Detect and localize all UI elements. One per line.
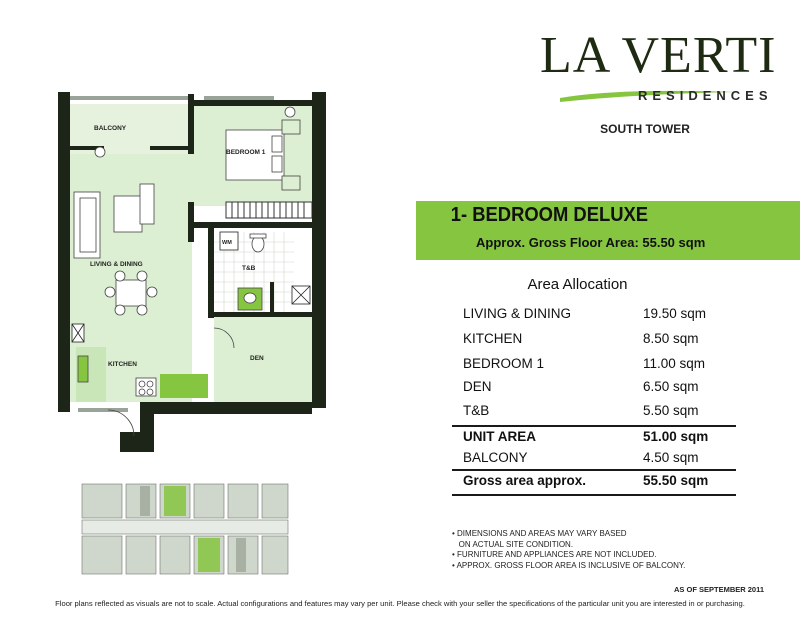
- den-floor: [214, 314, 314, 408]
- unit-type-banner: [416, 201, 800, 260]
- allocation-value: 55.50 sqm: [643, 473, 709, 488]
- allocation-value: 51.00 sqm: [643, 429, 709, 444]
- allocation-label: KITCHEN: [463, 331, 523, 346]
- table-divider: [452, 494, 736, 496]
- allocation-row-gross: [463, 473, 731, 493]
- allocation-row: [463, 356, 731, 376]
- allocation-label: LIVING & DINING: [463, 306, 572, 321]
- area-allocation-title: Area Allocation: [527, 276, 628, 293]
- label-tb: T&B: [242, 265, 256, 272]
- allocation-label: UNIT AREA: [463, 429, 536, 444]
- allocation-row: [463, 403, 731, 423]
- tower-name: SOUTH TOWER: [600, 122, 690, 136]
- allocation-row: [463, 306, 731, 326]
- label-balcony: BALCONY: [94, 125, 127, 132]
- allocation-value: 5.50 sqm: [643, 403, 699, 418]
- label-den: DEN: [250, 355, 264, 362]
- closet: [226, 202, 312, 218]
- table-divider: [452, 425, 736, 427]
- unit-highlight: [164, 486, 186, 516]
- label-bedroom: BEDROOM 1: [226, 149, 266, 156]
- allocation-value: 19.50 sqm: [643, 306, 707, 321]
- window: [204, 96, 274, 100]
- notes: • DIMENSIONS AND AREAS MAY VARY BASED ON ACTUAL SITE CONDITION. • FURNITURE AND APPLIANCES ARE NOT INCLUDED. • APPROX. GROSS FLOOR AREA IS INCLUSIVE OF BALCONY.: [452, 529, 686, 570]
- label-wm: WM: [222, 240, 232, 246]
- logo-wordmark: LA VERTI: [540, 27, 777, 84]
- brand-logo: [540, 26, 780, 116]
- table-divider: [452, 469, 736, 471]
- kitchen-counter-green: [160, 374, 208, 398]
- allocation-row: [463, 379, 731, 399]
- allocation-label: Gross area approx.: [463, 473, 587, 488]
- floor-plan: [50, 92, 340, 472]
- logo-subtitle: RESIDENCES: [638, 88, 773, 103]
- label-kitchen: KITCHEN: [108, 361, 137, 368]
- unit-highlight: [198, 538, 220, 572]
- window: [70, 96, 188, 100]
- allocation-row-total: [463, 429, 731, 449]
- allocation-label: BALCONY: [463, 450, 528, 465]
- gross-floor-area: Approx. Gross Floor Area: 55.50 sqm: [476, 235, 706, 250]
- window: [78, 408, 128, 412]
- disclaimer: Floor plans reflected as visuals are not to scale. Actual configurations and features may vary per unit. Please check with your seller the specifications of the particular unit you are interested in or purchasing.: [55, 599, 745, 608]
- allocation-row: [463, 450, 731, 470]
- allocation-label: BEDROOM 1: [463, 356, 545, 371]
- allocation-value: 11.00 sqm: [643, 356, 706, 371]
- allocation-row: [463, 331, 731, 351]
- allocation-value: 6.50 sqm: [643, 379, 699, 394]
- allocation-label: T&B: [463, 403, 490, 418]
- label-living: LIVING & DINING: [90, 261, 143, 268]
- allocation-value: 8.50 sqm: [643, 331, 699, 346]
- key-plan: [80, 480, 290, 580]
- allocation-label: DEN: [463, 379, 492, 394]
- as-of-date: AS OF SEPTEMBER 2011: [674, 585, 765, 594]
- allocation-value: 4.50 sqm: [643, 450, 699, 465]
- unit-type-title: 1- BEDROOM DELUXE: [450, 204, 649, 226]
